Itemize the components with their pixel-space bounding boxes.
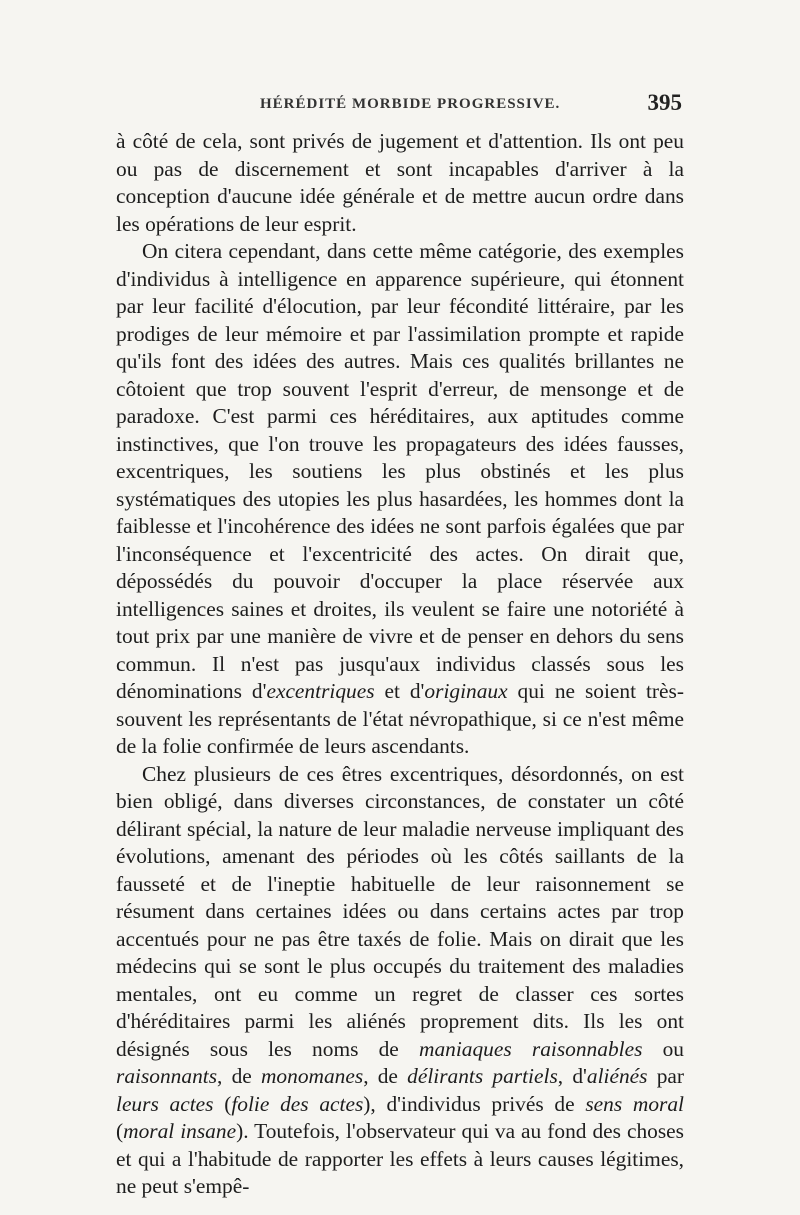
paragraph-2-fragment: d' xyxy=(251,679,267,703)
paragraph-3-fragment: par xyxy=(647,1064,685,1088)
italic-term-monomanes: monomanes xyxy=(260,1064,364,1088)
italic-term-raisonnants: raisonnants xyxy=(116,1064,218,1088)
paragraph-3-end: ). Toutefois, l'observateur qui va au fond des choses et qui a l'habitude de rapporter les effets à leurs causes légitimes, ne peut s'empê- xyxy=(116,1119,684,1198)
italic-term-maniaques: maniaques raisonnables xyxy=(419,1036,643,1061)
paragraph-1-text: à côté de cela, sont privés de jugement et d'attention. Ils ont peu ou pas de discernement et sont incapables d'arriver à la conception d'aucune idée générale et de mettre aucun ordre dans les opérations de leur esprit. xyxy=(116,129,684,236)
page-header xyxy=(118,92,682,122)
italic-term-moral-insane: moral insane xyxy=(123,1119,237,1143)
italic-term-excentriques: excentriques xyxy=(266,679,375,703)
paragraph-3-fragment: ou xyxy=(642,1036,684,1061)
page-number: 395 xyxy=(647,90,682,115)
running-head: HÉRÉDITÉ MORBIDE PROGRESSIVE. xyxy=(260,96,561,112)
italic-term-sens-moral: sens moral xyxy=(585,1091,684,1116)
paragraph-3-fragment: ( xyxy=(213,1091,232,1116)
paragraph-3-fragment: , de xyxy=(363,1064,408,1088)
italic-term-originaux: originaux xyxy=(424,679,508,703)
paragraph-2-end: qui ne soient très-souvent les représentants de l'état névropathique, si ce n'est même de la folie confirmée de leurs ascendants. xyxy=(116,679,684,758)
paragraph-2-text: On citera cependant, dans cette même catégorie, des exemples d'individus à intelligence en apparence supérieure, qui étonnent par leur facilité d'élocution, par leur fécondité littéraire, par les prodiges de leur mémoire et par l'assimilation prompte et rapide qu'ils font des idées des autres. Mais ces qualités brillantes ne côtoient que trop souvent l'esprit d'erreur, de mensonge et de paradoxe. C'est parmi ces héréditaires, aux aptitudes comme instinctives, que l'on trouve les propagateurs des idées fausses, excentriques, les soutiens les plus obstinés et les plus systématiques des utopies les plus hasardées, les hommes dont la faiblesse et l'incohérence des idées ne sont parfois égalées que par l'inconséquence et l'excentricité des actes. On dirait que, dépossédés du pouvoir d'occuper la place réservée aux intelligences saines et droites, ils veulent se faire une notoriété à tout prix par une manière de vivre et de penser en dehors du sens commun. Il n'est pas jusqu'aux individus classés sous les dénominations xyxy=(116,239,684,703)
paragraph-2-fragment: et d' xyxy=(374,679,425,703)
paragraph-3-fragment: ), d'individus privés de xyxy=(363,1091,586,1116)
paragraph-3-fragment: ( xyxy=(116,1119,124,1143)
italic-term-folie-des-actes: folie des actes xyxy=(231,1091,364,1116)
paragraph-3-text: Chez plusieurs de ces êtres excentriques, désordonnés, on est bien obligé, dans diverses circonstances, de constater un côté délirant spécial, la nature de leur maladie nerveuse impliquant des évolutions, amenant des périodes où les côtés saillants de la fausseté et de l'ineptie habituelle de leur raisonnement se résument dans certaines idées ou dans certains actes par trop accentués pour ne pas être taxés de folie. Mais on dirait que les médecins qui se sont le plus occupés du traitement des maladies mentales, ont eu comme un regret de classer ces sortes d'héréditaires parmi les aliénés proprement dits. Ils les ont désignés sous les noms de xyxy=(116,761,684,1061)
italic-term-alienes: aliénés xyxy=(586,1064,648,1088)
body-text xyxy=(116,128,684,1201)
italic-term-delirants: délirants partiels xyxy=(407,1064,558,1088)
paragraph-3 xyxy=(116,761,684,1201)
paragraph-3-fragment: , d' xyxy=(557,1064,587,1088)
paragraph-1 xyxy=(116,128,684,238)
paragraph-3-fragment: , de xyxy=(217,1064,261,1088)
italic-term-leurs-actes: leurs actes xyxy=(116,1091,214,1116)
paragraph-2 xyxy=(116,238,684,761)
